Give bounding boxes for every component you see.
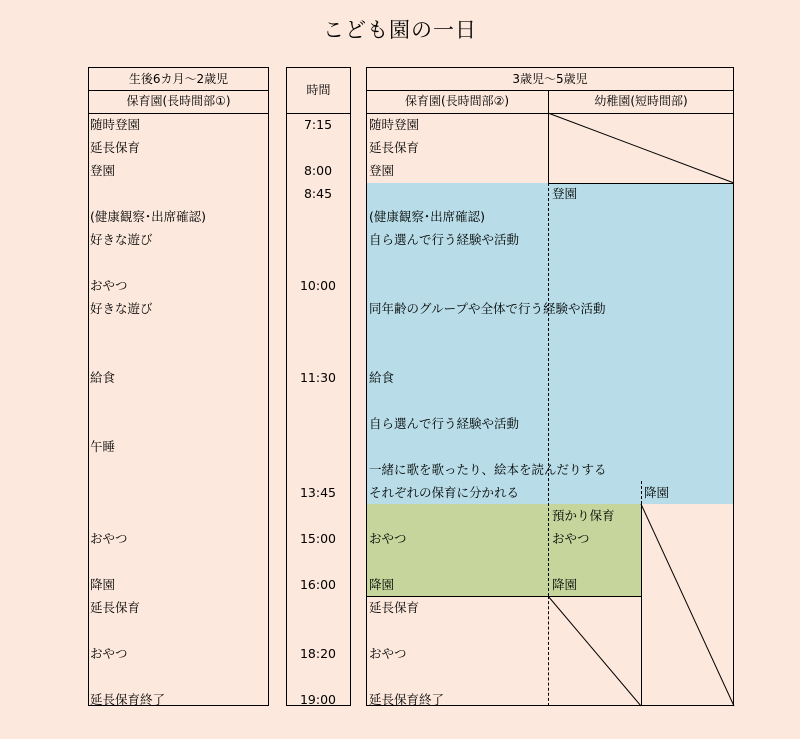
long-hours-activity-item: 随時登園 [369,117,420,132]
long-hours-activity-item: 一緒に歌を歌ったり、絵本を読んだりする [369,462,607,477]
long-hours-activity-item: 延長保育 [369,140,420,155]
infant-activity-item: おやつ [90,278,128,293]
no-care-diagonal-morning [548,113,734,183]
long-hours-activity-item: 自ら選んで行う経験や活動 [369,232,520,247]
long-hours-activity-item: 自ら選んで行う経験や活動 [369,416,520,431]
infant-activity-item: 好きな遊び [90,232,153,247]
short-hours-program-header: 幼稚園(短時間部) [594,94,688,108]
time-header: 時間 [306,83,331,97]
infant-activity-item: 延長保育終了 [90,692,166,707]
short-hours-activity-item: 降園 [552,577,578,592]
infant-activity-item: 延長保育 [90,140,141,155]
page-title: こども園の一日 [323,18,477,42]
long-hours-activity-item: 登園 [369,163,395,178]
no-care-diagonal-afternoon [641,504,734,706]
time-item: 7:15 [303,117,333,132]
long-hours-activity-item: 給食 [369,370,395,385]
infant-program-header: 保育園(長時間部①) [126,94,231,108]
time-item: 10:00 [299,278,337,293]
infant-activity-item: 随時登園 [90,117,141,132]
time-item: 16:00 [299,577,337,592]
infant-activity-item: 好きな遊び [90,301,153,316]
infant-activity-item: おやつ [90,646,128,661]
infant-activity-item: 給食 [90,370,116,385]
short-hours-activity-item: 登園 [552,186,578,201]
time-item: 15:00 [299,531,337,546]
no-care-diagonal-evening [548,596,641,706]
infant-activity-item: (健康観察･出席確認) [90,209,207,224]
time-item: 8:00 [303,163,333,178]
preschool-age-header: 3歳児～5歳児 [512,72,588,86]
short-hours-activity-item: おやつ [552,531,590,546]
long-hours-activity-item: (健康観察･出席確認) [369,209,486,224]
time-item: 13:45 [299,485,337,500]
short-hours-activity-item: 降園 [644,485,670,500]
short-hours-activity-item: 預かり保育 [552,508,615,523]
time-item: 11:30 [299,370,337,385]
time-item: 8:45 [303,186,333,201]
time-item: 19:00 [299,692,337,707]
time-item: 18:20 [299,646,337,661]
long-hours-activity-item: おやつ [369,646,407,661]
long-hours-activity-item: おやつ [369,531,407,546]
infant-activity-item: 降園 [90,577,116,592]
long-hours-activity-item: 降園 [369,577,395,592]
long-hours-activity-item: 延長保育 [369,600,420,615]
infant-activity-item: 午睡 [90,439,116,454]
long-hours-activity-item: 同年齢のグループや全体で行う経験や活動 [369,301,606,316]
long-hours-activity-item: 延長保育終了 [369,692,445,707]
long-hours-activity-item: それぞれの保育に分かれる [369,485,520,500]
infant-activity-item: 登園 [90,163,116,178]
infant-activity-item: 延長保育 [90,600,141,615]
infant-activity-item: おやつ [90,531,128,546]
infant-age-header: 生後6カ月～2歳児 [128,72,229,86]
long-hours-program-header: 保育園(長時間部②) [404,94,510,108]
